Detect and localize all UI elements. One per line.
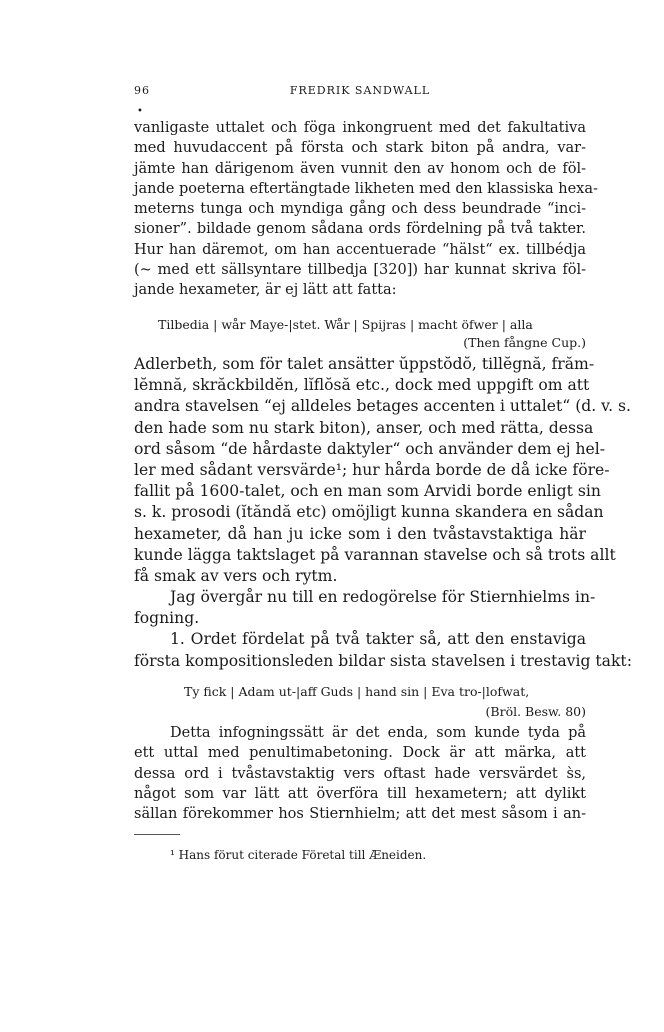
page-number: 96: [134, 84, 150, 97]
running-title: FREDRIK SANDWALL: [289, 84, 431, 97]
text-line: jämte han därigenom även vunnit den av honom och de föl-: [134, 160, 586, 177]
text-line: få smak av vers och rytm.: [134, 566, 338, 585]
text-line: lĕmnă, skrăckbildĕn, lĭflŏsă etc., dock med uppgift om att: [134, 376, 590, 395]
text-line: dessa ord i tvåstavstaktig vers oftast hade versvärdet s̀s,: [134, 765, 586, 782]
text-line: något som var lätt att överföra till hexametern; att dylikt: [134, 785, 586, 802]
text-line: jande hexameter, är ej lätt att fatta:: [134, 282, 397, 299]
text-line: (~ med ett sällsyntare tillbedja [320]) har kunnat skriva föl-: [134, 262, 586, 279]
text-line: fogning.: [134, 609, 200, 628]
text-line: andra stavelsen “ej alldeles betages accenten i uttalet“ (d. v. s.: [134, 397, 632, 416]
text-line: Adlerbeth, som för talet ansätter ŭppstŏdŏ, tillĕgnă, frăm-: [134, 355, 595, 373]
text-line: s. k. prosodi (ĭtăndă etc) omöjligt kunna skandera en sådan: [134, 503, 604, 522]
text-line: Jag övergår nu till en redogörelse för Stiernhielms in-: [170, 588, 596, 607]
footnote: ¹ Hans förut citerade Företal till Æneiden.: [170, 848, 427, 862]
text-line: ler med sådant versvärde¹; hur hårda borde de då icke före-: [134, 460, 610, 479]
stray-mark: •: [137, 106, 143, 117]
quoted-verse-1: Tilbedia | wår Maye-|stet. Wår | Spijras | macht öfwer | alla: [158, 317, 533, 332]
text-line: jande poeterna eftertängtade likheten med den klassiska hexa-: [134, 180, 598, 197]
paragraph-5: [134, 723, 586, 824]
paragraph-2: [134, 354, 632, 672]
quoted-verse-2: Ty fick | Adam ut-|aff Guds | hand sin | Eva tro-|lofwat,: [184, 684, 530, 699]
text-line: Detta infogningssätt är det enda, som kunde tyda på: [170, 725, 586, 741]
text-line: hexameter, då han ju icke som i den tvåstavstaktiga här: [134, 524, 586, 543]
quote-source-2: (Bröl. Besw. 80): [485, 704, 586, 719]
text-line: 1. Ordet fördelat på två takter så, att den enstaviga: [170, 630, 586, 649]
quote-source-1: (Then fångne Cup.): [463, 335, 586, 350]
text-line: fallit på 1600-talet, och en man som Arvidi borde enligt sin: [134, 482, 601, 501]
paragraph-1: [134, 118, 598, 301]
text-line: kunde lägga taktslaget på varannan stavelse och så trots allt: [134, 545, 616, 564]
text-line: meterns tunga och myndiga gång och dess beundrade “inci-: [134, 201, 586, 218]
footnote-rule: [134, 834, 180, 835]
text-line: vanligaste uttalet och föga inkongruent med det fakultativa: [134, 120, 586, 136]
text-line: första kompositionsleden bildar sista stavelsen i trestavig takt:: [134, 651, 632, 670]
text-line: Hur han däremot, om han accentuerade “hälst“ ex. tillbédja: [134, 241, 586, 258]
page-header: [134, 84, 586, 104]
text-line: sioner”. bildade genom sådana ords fördelning på två takter.: [134, 221, 586, 238]
text-line: ord såsom “de hårdaste daktyler“ och använder dem ej hel-: [134, 439, 606, 458]
text-line: sällan förekommer hos Stiernhielm; att det mest såsom i an-: [134, 806, 586, 823]
text-line: med huvudaccent på första och stark biton på andra, var-: [134, 140, 586, 157]
text-line: ett uttal med penultimabetoning. Dock är att märka, att: [134, 745, 586, 762]
text-line: den hade som nu stark biton), anser, och med rätta, dessa: [134, 418, 594, 437]
